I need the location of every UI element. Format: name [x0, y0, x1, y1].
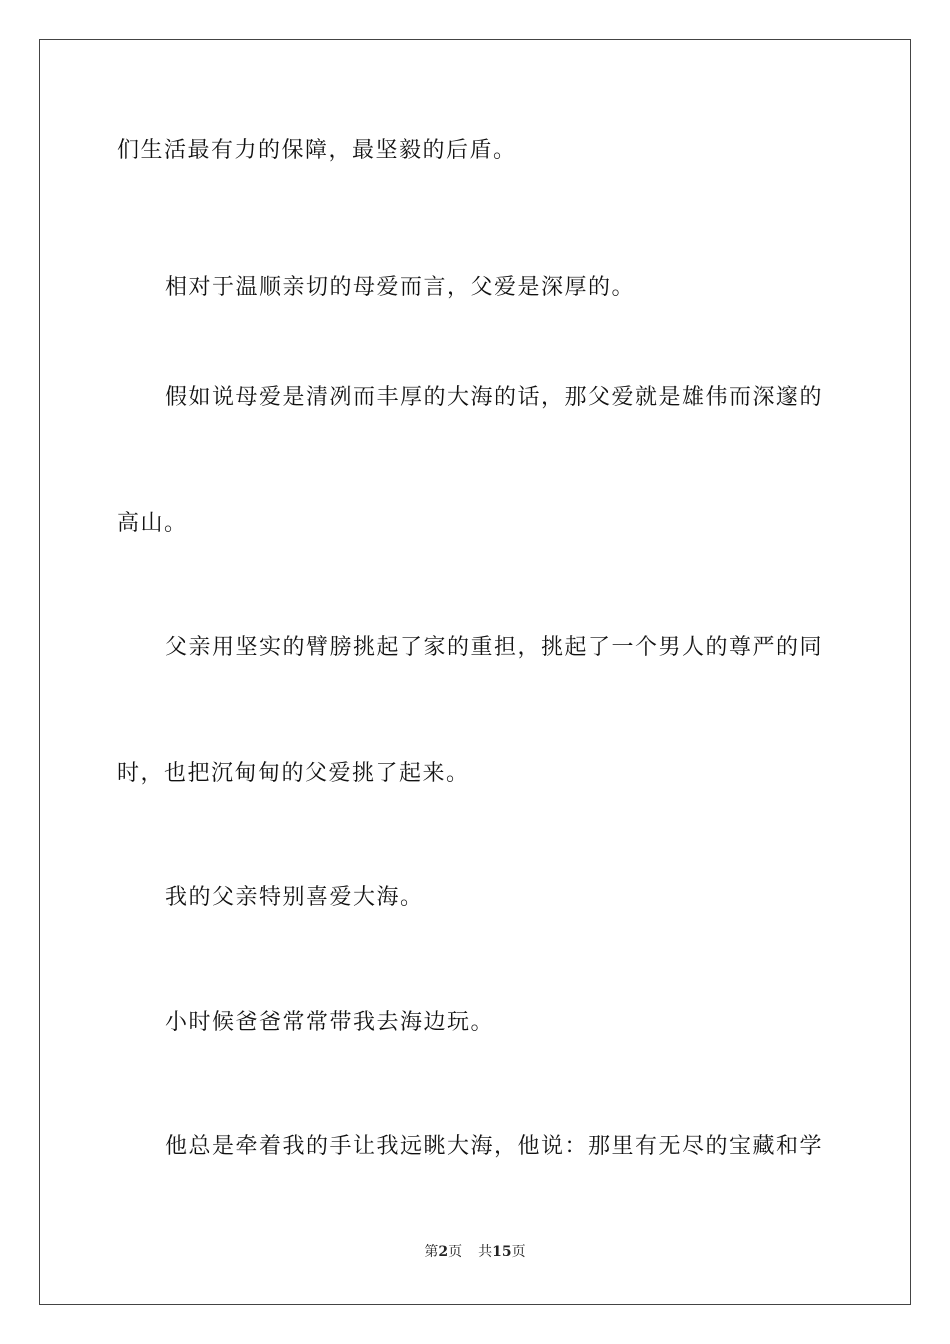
page-footer: [40, 1242, 910, 1262]
text-line: 时，也把沉甸甸的父爱挑了起来。: [117, 761, 470, 786]
text-line: 小时候爸爸常常带我去海边玩。: [165, 1010, 495, 1035]
page-number: 2: [438, 1244, 449, 1260]
page-prefix: 第: [424, 1244, 439, 1260]
page-suffix: 页: [448, 1244, 463, 1260]
text-line: 我的父亲特别喜爱大海。: [165, 885, 424, 910]
text-line: 高山。: [117, 511, 188, 536]
total-pages: 15: [492, 1244, 512, 1260]
page-frame: [39, 39, 911, 1305]
text-line: 父亲用坚实的臂膀挑起了家的重担，挑起了一个男人的尊严的同: [165, 635, 824, 660]
text-line: 他总是牵着我的手让我远眺大海，他说：那里有无尽的宝藏和学: [165, 1134, 824, 1159]
total-suffix: 页: [511, 1244, 526, 1260]
total-prefix: 共: [478, 1244, 493, 1260]
text-line: 们生活最有力的保障，最坚毅的后盾。: [117, 138, 517, 163]
text-line: 假如说母爱是清冽而丰厚的大海的话，那父爱就是雄伟而深邃的: [165, 385, 824, 410]
text-line: 相对于温顺亲切的母爱而言，父爱是深厚的。: [165, 275, 636, 300]
